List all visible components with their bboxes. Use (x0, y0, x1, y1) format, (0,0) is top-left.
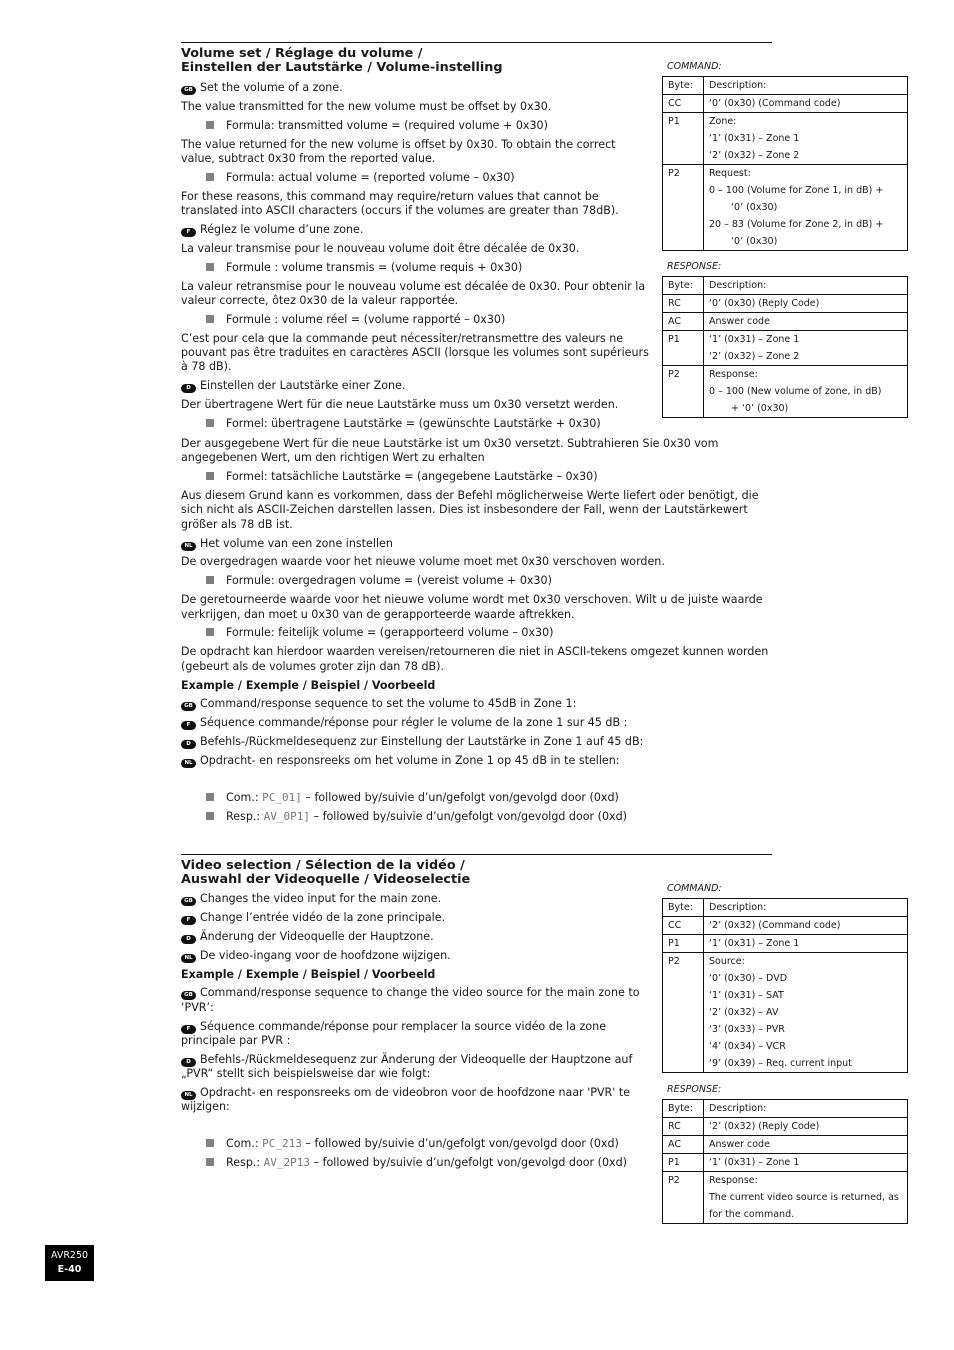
description-line: ‘0’ (0x30) (Command code) (709, 98, 841, 109)
byte-cell: RC (663, 295, 704, 313)
code-label: Com.: (226, 790, 263, 804)
description-cell (704, 277, 908, 295)
paragraph: De opdracht kan hierdoor waarden vereisen/retourneren die niet in ASCII-tekens omgezet kunnen worden (gebeurt als de volumes groter zijn dan 78 dB). (181, 645, 769, 673)
description-cell (704, 77, 908, 95)
description-line: ‘1’ (0x31) – Zone 1 (709, 133, 800, 144)
language-text: Réglez le volume d’une zone. (200, 222, 364, 236)
response-label: RESPONSE: (667, 1084, 722, 1095)
description-line: 20 – 83 (Volume for Zone 2, in dB) + (709, 219, 884, 230)
language-line (181, 1086, 651, 1115)
page-number: E-40 (57, 1264, 82, 1275)
description-line: ‘2’ (0x32) (Command code) (709, 920, 841, 931)
title-line: Einstellen der Lautstärke / Volume-instelling (181, 60, 503, 75)
language-line (181, 223, 651, 237)
volume-response-table (662, 276, 908, 418)
bullet-text: Formule : volume réel = (volume rapporté – 0x30) (226, 312, 506, 326)
video-command-table (662, 898, 908, 1073)
description-cell (704, 953, 908, 1073)
byte-cell: P2 (663, 1172, 704, 1224)
description-line: ‘1’ (0x31) – Zone 1 (709, 938, 800, 949)
command-label: COMMAND: (667, 883, 722, 894)
paragraph: C’est pour cela que la commande peut nécessiter/retransmettre des valeurs ne pouvant pas être traduites en caractères ASCII (lorsque les volumes sont supérieurs à 78 dB). (181, 331, 649, 374)
table-row (663, 295, 908, 313)
paragraph: De overgedragen waarde voor het nieuwe volume moet met 0x30 verschoven worden. (181, 555, 665, 569)
table-row (663, 1136, 908, 1154)
bullet-square-icon (206, 173, 214, 181)
paragraph: For these reasons, this command may require/return values that cannot be translated into ASCII characters (occurs if the volumes are greater than 78dB). (181, 189, 619, 218)
language-flag-icon: D (181, 740, 196, 749)
language-text: Opdracht- en responsreeks om het volume in Zone 1 op 45 dB in te stellen: (200, 754, 620, 768)
code-string: PC_213 (262, 1137, 302, 1151)
description-line: Description: (709, 80, 767, 91)
language-line (181, 892, 651, 906)
bullet-text: Formule : volume transmis = (volume requis + 0x30) (226, 260, 523, 274)
bullet-square-icon (206, 315, 214, 323)
byte-cell: AC (663, 313, 704, 331)
paragraph: Der ausgegebene Wert für die neue Lautstärke ist um 0x30 versetzt. Subtrahieren Sie 0x30 vom angegebenen Wert, um den richtigen Wert zu erhalten (181, 437, 719, 465)
response-label: RESPONSE: (667, 261, 722, 272)
volume-command-table (662, 76, 908, 251)
table-row (663, 313, 908, 331)
volume-body-text (181, 81, 651, 436)
description-cell (704, 95, 908, 113)
byte-cell: P1 (663, 331, 704, 366)
table-row (663, 953, 908, 1073)
spacer (181, 1119, 651, 1137)
section-title-volume (181, 47, 503, 75)
table-row (663, 899, 908, 917)
byte-cell: P2 (663, 953, 704, 1073)
section-title-video (181, 859, 470, 887)
language-flag-icon: D (181, 935, 196, 944)
paragraph: La valeur transmise pour le nouveau volume doit être décalée de 0x30. (181, 241, 580, 255)
description-line: ‘1’ (0x31) – Zone 1 (709, 334, 800, 345)
description-cell (704, 899, 908, 917)
language-flag-icon: NL (181, 1091, 196, 1100)
table-row (663, 1154, 908, 1172)
language-flag-icon: F (181, 721, 196, 730)
code-bullet (206, 791, 771, 805)
formula-bullet (206, 574, 771, 588)
bullet-square-icon (206, 419, 214, 427)
description-line: ‘2’ (0x32) – AV (709, 1007, 779, 1018)
language-text: Opdracht- en responsreeks om de videobron voor de hoofdzone naar 'PVR' te wijzigen: (181, 1086, 631, 1114)
description-line: ‘1’ (0x31) – Zone 1 (709, 1157, 800, 1168)
spacer (181, 773, 771, 791)
table-row (663, 77, 908, 95)
formula-bullet (206, 171, 651, 185)
bullet-square-icon (206, 576, 214, 584)
description-cell (704, 935, 908, 953)
description-line: + ‘0’ (0x30) (731, 403, 789, 414)
description-line: ‘0’ (0x30) – DVD (709, 973, 788, 984)
bullet-square-icon (206, 121, 214, 129)
bullet-square-icon (206, 472, 214, 480)
section-rule (181, 854, 772, 855)
table-row (663, 331, 908, 366)
language-line (181, 754, 771, 768)
description-cell (704, 165, 908, 251)
language-flag-icon: F (181, 916, 196, 925)
language-line (181, 986, 651, 1015)
description-line: ‘0’ (0x30) (731, 236, 778, 247)
table-row (663, 113, 908, 165)
code-bullet (206, 810, 771, 824)
description-line: Zone: (709, 116, 737, 127)
formula-bullet (206, 119, 651, 133)
language-text: Änderung der Videoquelle der Hauptzone. (200, 929, 434, 943)
bullet-text: Formel: übertragene Lautstärke = (gewünschte Lautstärke + 0x30) (226, 416, 601, 430)
bullet-square-icon (206, 263, 214, 271)
language-text: Befehls-/Rückmeldesequenz zur Einstellung der Lautstärke in Zone 1 auf 45 dB: (200, 735, 644, 749)
description-line: Response: (709, 369, 758, 380)
title-line: Volume set / Réglage du volume / (181, 46, 423, 61)
byte-cell: P1 (663, 935, 704, 953)
language-text: Het volume van een zone instellen (200, 536, 393, 550)
table-row (663, 917, 908, 935)
code-suffix: – followed by/suivie d’un/gefolgt von/gevolgd door (0xd) (301, 1137, 619, 1151)
table-row (663, 165, 908, 251)
language-text: De video-ingang voor de hoofdzone wijzigen. (200, 948, 451, 962)
description-cell (704, 295, 908, 313)
description-line: Source: (709, 956, 745, 967)
description-line: Response: (709, 1175, 758, 1186)
description-line: ‘2’ (0x32) – Zone 2 (709, 351, 800, 362)
example-heading: Example / Exemple / Beispiel / Voorbeeld (181, 678, 436, 692)
description-line: The current video source is returned, as for the command. (709, 1192, 899, 1220)
description-line: Description: (709, 280, 767, 291)
description-line: Request: (709, 168, 751, 179)
language-line (181, 911, 651, 925)
bullet-text: Formule: overgedragen volume = (vereist volume + 0x30) (226, 574, 552, 588)
code-suffix: – followed by/suivie d’un/gefolgt von/gevolgd door (0xd) (310, 809, 627, 823)
byte-cell: Byte: (663, 1100, 704, 1118)
table-row (663, 366, 908, 418)
language-text: Command/response sequence to set the volume to 45dB in Zone 1: (200, 697, 577, 711)
byte-cell: Byte: (663, 77, 704, 95)
volume-body-text-wide (181, 437, 771, 829)
byte-cell: AC (663, 1136, 704, 1154)
description-line: Answer code (709, 316, 770, 327)
table-row (663, 1100, 908, 1118)
language-text: Séquence commande/réponse pour régler le volume de la zone 1 sur 45 dB : (200, 716, 628, 730)
table-row (663, 935, 908, 953)
description-line: ‘4’ (0x34) – VCR (709, 1041, 786, 1052)
bullet-text: Formule: feitelijk volume = (gerapporteerd volume – 0x30) (226, 626, 554, 640)
code-label: Resp.: (226, 809, 264, 823)
bullet-square-icon (206, 1139, 214, 1147)
description-cell (704, 917, 908, 935)
paragraph: Der übertragene Wert für die neue Lautstärke muss um 0x30 versetzt werden. (181, 398, 619, 412)
description-cell (704, 313, 908, 331)
description-line: 0 – 100 (New volume of zone, in dB) (709, 386, 882, 397)
language-line (181, 930, 651, 944)
byte-cell: Byte: (663, 899, 704, 917)
byte-cell: P2 (663, 165, 704, 251)
code-label: Resp.: (226, 1156, 264, 1170)
description-line: 0 – 100 (Volume for Zone 1, in dB) + (709, 185, 884, 196)
description-cell (704, 331, 908, 366)
paragraph: La valeur retransmise pour le nouveau volume est décalée de 0x30. Pour obtenir la valeur correcte, ôtez 0x30 de la valeur rapportée. (181, 279, 646, 307)
description-line: ‘0’ (0x30) (Reply Code) (709, 298, 820, 309)
byte-cell: CC (663, 917, 704, 935)
table-row (663, 277, 908, 295)
language-text: Changes the video input for the main zone. (200, 892, 442, 905)
paragraph: The value transmitted for the new volume must be offset by 0x30. (181, 99, 552, 113)
description-line: ‘3’ (0x33) – PVR (709, 1024, 785, 1035)
title-line: Auswahl der Videoquelle / Videoselectie (181, 872, 471, 887)
description-line: Description: (709, 1103, 767, 1114)
language-text: Einstellen der Lautstärke einer Zone. (200, 379, 406, 393)
language-flag-icon: GB (181, 897, 196, 906)
language-line (181, 697, 771, 711)
description-cell (704, 366, 908, 418)
description-line: ‘0’ (0x30) (731, 202, 778, 213)
language-flag-icon: GB (181, 702, 196, 711)
bullet-text: Formula: transmitted volume = (required volume + 0x30) (226, 118, 548, 132)
byte-cell: P2 (663, 366, 704, 418)
page-number-box (45, 1245, 94, 1281)
code-string: PC_01] (262, 790, 302, 804)
code-suffix: – followed by/suivie d’un/gefolgt von/gevolgd door (0xd) (301, 790, 619, 804)
formula-bullet (206, 261, 651, 275)
paragraph: The value returned for the new volume is offset by 0x30. To obtain the correct value, subtract 0x30 from the reported value. (181, 137, 616, 165)
language-line (181, 716, 771, 730)
table-row (663, 95, 908, 113)
language-line (181, 735, 771, 749)
section-rule (181, 42, 772, 43)
description-line: Answer code (709, 1139, 770, 1150)
bullet-square-icon (206, 628, 214, 636)
bullet-text: Formula: actual volume = (reported volume – 0x30) (226, 170, 515, 184)
code-suffix: – followed by/suivie d’un/gefolgt von/gevolgd door (0xd) (310, 1156, 627, 1170)
table-row (663, 1118, 908, 1136)
language-line (181, 1053, 651, 1082)
code-bullet (206, 1137, 651, 1151)
description-cell (704, 1136, 908, 1154)
paragraph: Aus diesem Grund kann es vorkommen, dass der Befehl möglicherweise Werte liefert oder benötigt, die sich nicht als ASCII-Zeichen darstellen lassen. Dies ist insbesondere der Fall, wenn der Lautstärkewert größer als 78 dB ist. (181, 489, 759, 531)
description-cell (704, 1100, 908, 1118)
code-string: AV_2P13 (263, 1156, 311, 1170)
model-name: AVR250 (50, 1250, 89, 1261)
byte-cell: P1 (663, 1154, 704, 1172)
language-line (181, 949, 651, 963)
description-cell (704, 113, 908, 165)
byte-cell: RC (663, 1118, 704, 1136)
bullet-text: Formel: tatsächliche Lautstärke = (angegebene Lautstärke – 0x30) (226, 470, 598, 484)
code-label: Com.: (226, 1137, 263, 1151)
code-bullet (206, 1156, 651, 1170)
description-cell (704, 1172, 908, 1224)
example-heading: Example / Exemple / Beispiel / Voorbeeld (181, 967, 436, 981)
byte-cell: CC (663, 95, 704, 113)
language-text: Change l’entrée vidéo de la zone principale. (200, 910, 446, 924)
language-flag-icon: D (181, 1058, 196, 1067)
byte-cell: P1 (663, 113, 704, 165)
language-flag-icon: GB (181, 86, 196, 95)
bullet-square-icon (206, 812, 214, 820)
language-line (181, 379, 651, 393)
code-string: AV_0P1] (263, 809, 311, 823)
description-line: ‘9’ (0x39) – Req. current input (709, 1058, 852, 1069)
language-flag-icon: F (181, 228, 196, 237)
bullet-square-icon (206, 793, 214, 801)
language-text: Set the volume of a zone. (200, 81, 343, 94)
formula-bullet (206, 313, 651, 327)
language-text: Séquence commande/réponse pour remplacer la source vidéo de la zone principale par PVR : (181, 1019, 607, 1047)
formula-bullet (206, 470, 771, 484)
formula-bullet (206, 417, 651, 431)
table-row (663, 1172, 908, 1224)
description-cell (704, 1118, 908, 1136)
language-line (181, 81, 651, 95)
description-cell (704, 1154, 908, 1172)
video-response-table (662, 1099, 908, 1224)
formula-bullet (206, 626, 771, 640)
language-flag-icon: NL (181, 542, 196, 551)
description-line: ‘2’ (0x32) (Reply Code) (709, 1121, 820, 1132)
description-line: ‘2’ (0x32) – Zone 2 (709, 150, 800, 161)
paragraph: De geretourneerde waarde voor het nieuwe volume wordt met 0x30 verschoven. Wilt u de juiste waarde verkrijgen, dan moet u 0x30 van de gerapporteerde waarde aftrekken. (181, 593, 763, 621)
byte-cell: Byte: (663, 277, 704, 295)
description-line: ‘1’ (0x31) – SAT (709, 990, 784, 1001)
language-flag-icon: NL (181, 759, 196, 768)
language-flag-icon: F (181, 1025, 196, 1034)
description-line: Description: (709, 902, 767, 913)
language-text: Command/response sequence to change the video source for the main zone to ‘PVR’: (181, 986, 640, 1014)
video-body-text (181, 892, 651, 1175)
language-line (181, 1020, 651, 1049)
title-line: Video selection / Sélection de la vidéo / (181, 858, 465, 873)
language-line (181, 537, 771, 551)
language-text: Befehls-/Rückmeldesequenz zur Änderung der Videoquelle der Hauptzone auf „PVR“ stellt sich beispielsweise dar wie folgt: (181, 1052, 633, 1081)
language-flag-icon: GB (181, 991, 196, 1000)
command-label: COMMAND: (667, 61, 722, 72)
language-flag-icon: D (181, 384, 196, 393)
language-flag-icon: NL (181, 954, 196, 963)
bullet-square-icon (206, 1158, 214, 1166)
